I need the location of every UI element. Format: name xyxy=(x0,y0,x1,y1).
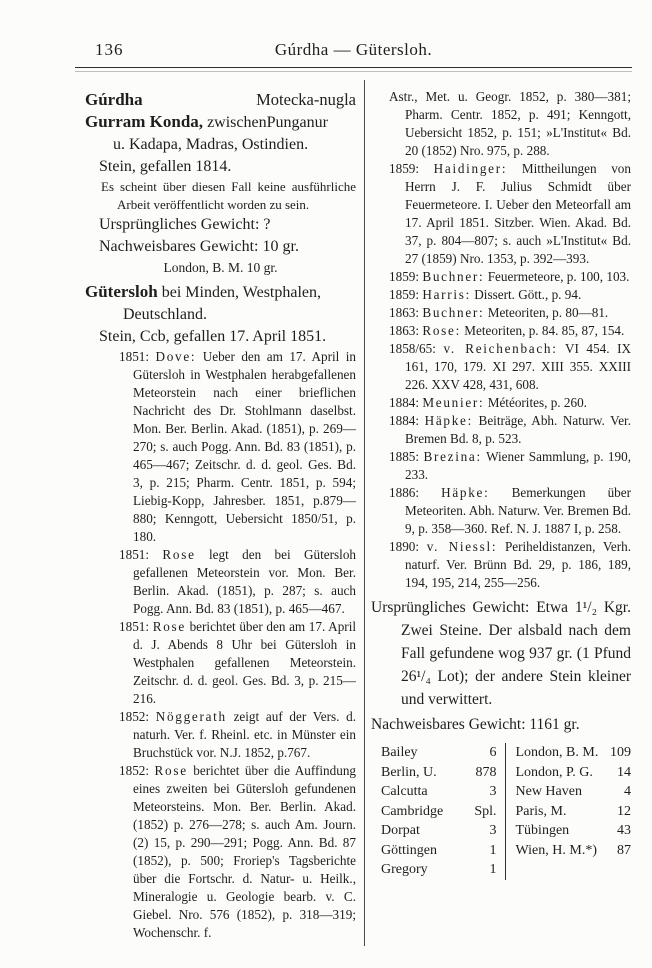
gurdha-synonym: Motecka-nugla xyxy=(256,90,356,109)
bib-text: berichtet über die Auffindung eines zweiten bei Gütersloh gefundenen Meteorsteins. Mon. Ber. Berlin. Akad. (1852) p. 276—278; s. auch Am. Journ. (2) 15, p. 290—291; Pogg. Ann. Bd. 87 (1852), p. 500; Froriep's Tagsberichte über die Fortschr. d. Natur- u. Heilk., Mineralogie u. Geologie bearb. v. C. Giebel. Nro. 576 (1852), p. 318—319; Wochenschr. f. xyxy=(133,763,357,940)
collection-weight: 43 xyxy=(617,823,631,838)
collection-name: London, B. M. xyxy=(515,745,599,760)
bib-year: 1859: xyxy=(389,269,420,284)
gurdha-subhead xyxy=(85,111,356,134)
bib-year: 1885: xyxy=(389,449,420,464)
bib-entry xyxy=(379,484,631,538)
guetersloh-type-line: Stein, Ccb, gefallen 17. April 1851. xyxy=(99,328,327,345)
weights-table xyxy=(381,743,631,880)
collection-name: New Haven xyxy=(515,784,582,799)
guetersloh-headword-rest: bei Minden, Westphalen, xyxy=(157,284,322,301)
bib-text: Bemerkungen über Meteoriten. Abh. Naturw. Ver. Bremen Bd. 9, p. 358—360. Ref. N. J. 1887 I, p. 258. xyxy=(405,485,632,536)
bib-author: Nöggerath xyxy=(155,709,227,724)
guetersloh-headword: Gütersloh xyxy=(85,282,158,301)
bib-author: Harris: xyxy=(422,287,471,302)
bib-author: v. Reichenbach: xyxy=(443,341,558,356)
bib-text: Meteoriten, p. 84. 85, 87, 154. xyxy=(464,323,625,338)
bib-text: Dissert. Gött., p. 94. xyxy=(474,287,582,302)
gurdha-collection-line: London, B. M. 10 gr. xyxy=(163,260,278,275)
bib-year: 1863: xyxy=(389,305,420,320)
bib-entry xyxy=(379,394,631,412)
bib-author: Brezina: xyxy=(423,449,482,464)
gurdha-known-weight: Nachweisbares Gewicht: 10 gr. xyxy=(99,238,299,255)
collection-name: Dorpat xyxy=(381,823,420,838)
table-row xyxy=(516,763,632,783)
weights-table-left-column xyxy=(381,743,506,880)
bib-entry xyxy=(85,762,356,942)
bib-author: Dove: xyxy=(155,349,197,364)
bib-author: Rose xyxy=(152,619,186,634)
entry-guetersloh-headline xyxy=(85,281,356,304)
running-head-title: Gúrdha — Gütersloh. xyxy=(274,40,433,59)
collection-weight: 3 xyxy=(489,823,497,838)
bib-text: Wiener Sammlung, p. 190, 233. xyxy=(405,449,631,482)
gurdha-original-weight: Ursprüngliches Gewicht: ? xyxy=(99,216,271,233)
bib-text: Ueber den am 17. April in Gütersloh in Westphalen herabgefallenen Meteorstein nach einer brieflichen Nachricht des Dr. Stohlmann daselbst. Mon. Ber. Berlin. Akad. (1851), p. 269—270; s. auch Pogg. Ann. Bd. 83 (1851), p. 465—467; Zeitschr. d. d. geol. Ges. Bd. 3, p. 215; Pharm. Centr. 1851, p. 594; Liebig-Kopp, Jahresber. 1851, p.879—880; Kenngott, Uebersicht 1850/51, p. 180. xyxy=(133,349,357,544)
collection-weight: 109 xyxy=(610,745,631,760)
gurram-konda-rest: zwischenPunganur xyxy=(203,114,328,131)
bib-entry-continuation xyxy=(379,88,631,160)
table-row xyxy=(381,763,497,783)
bib-entry xyxy=(85,708,356,762)
collection-name: Tübingen xyxy=(515,823,570,838)
table-row xyxy=(516,841,632,861)
gurram-konda-headword: Gurram Konda, xyxy=(85,112,204,131)
bib-year: 1884: xyxy=(389,395,420,410)
collection-name: London, P. G. xyxy=(515,764,593,780)
bib-author: Rose xyxy=(162,547,196,562)
bib-text: Astr., Met. u. Geogr. 1852, p. 380—381; Pharm. Centr. 1852, p. 491; Kenngott, Uebersicht 1852, p. 151; »L'Institut« Bd. 20 (1852) Nro. 975, p. 288. xyxy=(389,89,631,158)
collection-name: Göttingen xyxy=(381,842,437,858)
column-divider-rule xyxy=(364,80,365,946)
bib-text: Mittheilungen von Herrn J. F. Julius Schmidt über Feuermeteore. I. Ueber den Meteorfall am 17. April 1851. Sitzber. Wien. Akad. Bd. 37, p. 804—807; s. auch »L'Institut« Bd. 27 (1859) Nro. 1353, p. 392—393. xyxy=(405,161,631,266)
bib-year: 1886: xyxy=(389,485,420,500)
gurdha-type-line: Stein, gefallen 1814. xyxy=(99,158,232,175)
page-header xyxy=(75,40,632,64)
bib-entry xyxy=(379,286,631,304)
collection-name: Calcutta xyxy=(381,784,428,799)
collection-weight: Spl. xyxy=(474,803,497,819)
guetersloh-original-weight: Ursprüngliches Gewicht: Etwa 1¹/₂ Kgr. Zwei Steine. Der alsbald nach dem Fall gefundene wog 937 gr. (1 Pfund 26¹/₄ Lot); der andere Stein kleiner und verwittert. xyxy=(371,599,631,708)
bib-year: 1890: xyxy=(389,539,420,554)
entry-gurdha-headline xyxy=(85,88,356,111)
collection-weight: 12 xyxy=(617,803,631,819)
bib-text: VI 454. IX 161, 170, 179. XI 297. XIII 355. XXIII 226. XXV 428, 431, 608. xyxy=(405,341,631,392)
left-column xyxy=(85,88,356,942)
bib-entry xyxy=(379,160,631,268)
table-row xyxy=(516,821,632,841)
collection-name: Berlin, U. xyxy=(381,764,437,780)
bib-entry xyxy=(379,304,631,322)
bib-year: 1852: xyxy=(119,709,150,724)
table-row xyxy=(381,860,497,880)
collection-weight: 87 xyxy=(617,842,631,858)
collection-name: Cambridge xyxy=(381,803,444,819)
collection-weight: 1 xyxy=(489,842,497,858)
bib-year: 1859: xyxy=(389,161,420,176)
collection-weight: 14 xyxy=(617,764,631,780)
table-row xyxy=(381,821,497,841)
header-rule xyxy=(75,67,632,72)
bib-entry xyxy=(379,538,631,592)
bib-author: Buchner: xyxy=(422,305,485,320)
page-number: 136 xyxy=(95,40,124,59)
collection-weight: 1 xyxy=(489,862,497,877)
bib-entry xyxy=(85,348,356,546)
bib-entry xyxy=(379,340,631,394)
collection-name: Bailey xyxy=(381,745,418,760)
bib-author: Rose: xyxy=(422,323,461,338)
collection-weight: 878 xyxy=(475,764,497,780)
bib-text: Meteoriten, p. 80—81. xyxy=(487,305,609,320)
bib-author: Häpke: xyxy=(441,485,490,500)
collection-name: Gregory xyxy=(381,862,428,877)
collection-name: Wien, H. M.*) xyxy=(515,842,597,858)
bib-entry xyxy=(85,618,356,708)
bib-entry xyxy=(379,322,631,340)
collection-weight: 6 xyxy=(489,745,497,760)
bib-text: Beiträge, Abh. Naturw. Ver. Bremen Bd. 8, p. 523. xyxy=(405,413,632,446)
bib-entry xyxy=(379,412,631,448)
bib-text: zeigt auf der Vers. d. naturh. Ver. f. Rheinl. etc. in Münster ein Bruchstück vor. N.J. 1852, p.767. xyxy=(133,709,357,760)
table-row xyxy=(381,841,497,861)
bib-text: Feuermeteore, p. 100, 103. xyxy=(487,269,630,284)
bib-text: berichtet über den am 17. April d. J. Abends 8 Uhr bei Gütersloh in Westphalen gefallenen Meteorstein. Zeitschr. d. d. geol. Ges. Bd. 3, p. 215—216. xyxy=(133,619,357,706)
bib-author: Rose xyxy=(154,763,188,778)
bib-text: legt den bei Gütersloh gefallenen Meteorstein vor. Mon. Ber. Berlin. Akad. (1851), p. 287; s. auch Pogg. Ann. Bd. 83 (1851), p. 465—467. xyxy=(133,547,357,616)
bib-year: 1863: xyxy=(389,323,420,338)
collection-name: Paris, M. xyxy=(515,803,567,819)
bib-year: 1884: xyxy=(389,413,420,428)
bib-year: 1851: xyxy=(119,619,150,634)
bib-text: Periheldistanzen, Verh. naturf. Ver. Brünn Bd. 29, p. 186, 189, 194, 195, 214, 255—256. xyxy=(405,539,632,590)
gurdha-headword: Gúrdha xyxy=(85,90,143,109)
bib-author: Meunier: xyxy=(422,395,485,410)
collection-weight: 3 xyxy=(489,784,497,799)
table-row xyxy=(381,782,497,802)
table-row xyxy=(516,782,632,802)
table-row xyxy=(381,802,497,822)
right-column xyxy=(371,88,632,880)
table-row xyxy=(516,802,632,822)
guetersloh-location-line: Deutschland. xyxy=(123,306,207,323)
bib-entry xyxy=(379,448,631,484)
collection-weight: 4 xyxy=(624,784,631,799)
table-row xyxy=(381,743,497,763)
bib-year: 1851: xyxy=(119,547,150,562)
bib-entry xyxy=(379,268,631,286)
bib-year: 1858/65: xyxy=(389,341,436,356)
gurdha-location-line: u. Kadapa, Madras, Ostindien. xyxy=(113,136,309,153)
bib-author: Buchner: xyxy=(422,269,485,284)
bib-author: v. Niessl: xyxy=(426,539,498,554)
bib-year: 1859: xyxy=(389,287,420,302)
guetersloh-known-weight: Nachweisbares Gewicht: 1161 gr. xyxy=(371,716,580,733)
bib-entry xyxy=(85,546,356,618)
bib-author: Haidinger: xyxy=(433,161,508,176)
bib-text: Météorites, p. 260. xyxy=(487,395,587,410)
gurdha-note: Es scheint über diesen Fall keine ausführliche Arbeit veröffentlicht worden zu sein. xyxy=(101,179,356,212)
bib-author: Häpke: xyxy=(424,413,473,428)
table-row xyxy=(516,743,632,763)
bib-year: 1851: xyxy=(119,349,150,364)
weights-table-right-column xyxy=(506,743,632,860)
bib-year: 1852: xyxy=(119,763,150,778)
